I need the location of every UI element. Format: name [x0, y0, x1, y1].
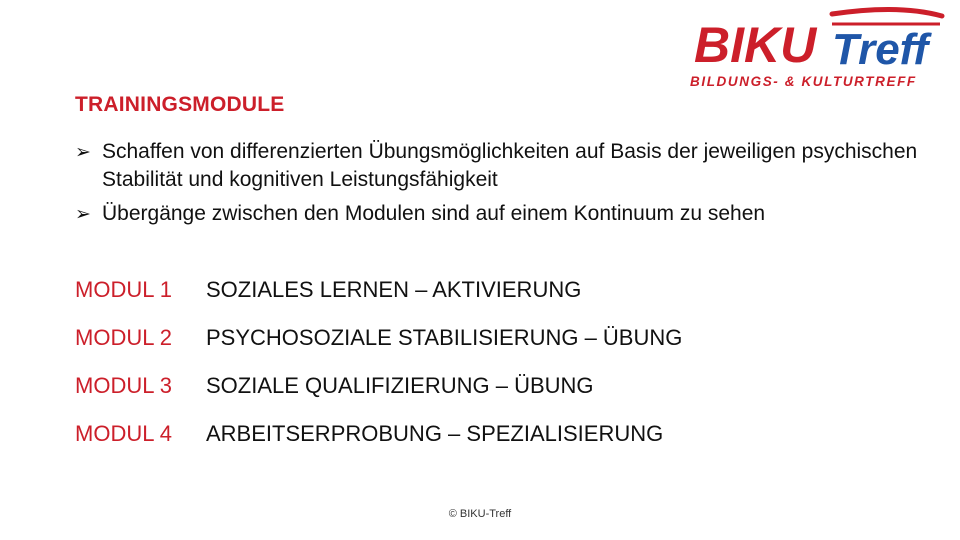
bullet-item: [75, 138, 935, 194]
module-row: [75, 324, 935, 372]
module-number: MODUL 3: [75, 373, 172, 398]
module-number: MODUL 4: [75, 421, 172, 446]
bullet-text: Übergänge zwischen den Modulen sind auf einem Kontinuum zu sehen: [102, 202, 766, 225]
section-title: TRAININGSMODULE: [75, 93, 285, 116]
module-name: ARBEITSERPROBUNG – SPEZIALISIERUNG: [206, 421, 664, 446]
module-name: SOZIALES LERNEN – AKTIVIERUNG: [206, 277, 582, 302]
module-row: [75, 420, 935, 468]
module-row: [75, 276, 935, 324]
module-number: MODUL 2: [75, 325, 172, 350]
bullet-text: Schaffen von differenzierten Übungsmöglichkeiten auf Basis der jeweiligen psychischen Stabilität und kognitiven Leistungsfähigkeit: [102, 140, 918, 191]
brand-main-text: BIKU: [694, 17, 817, 73]
brand-tagline: BILDUNGS- & KULTURTREFF: [690, 74, 917, 89]
module-list: [75, 276, 935, 468]
biku-treff-logo: [684, 6, 946, 92]
brand-sub-text: Treff: [832, 25, 929, 74]
bullet-list: [75, 138, 935, 234]
biku-treff-logo-graphic: [684, 6, 946, 92]
module-row: [75, 372, 935, 420]
module-name: SOZIALE QUALIFIZIERUNG – ÜBUNG: [206, 373, 594, 398]
footer-copyright: © BIKU-Treff: [448, 508, 512, 520]
module-name: PSYCHOSOZIALE STABILISIERUNG – ÜBUNG: [206, 325, 683, 350]
module-number: MODUL 1: [75, 277, 172, 302]
bullet-item: [75, 200, 935, 228]
arrow-bullet-icon: ➢: [75, 203, 91, 225]
arrow-bullet-icon: ➢: [75, 141, 91, 163]
